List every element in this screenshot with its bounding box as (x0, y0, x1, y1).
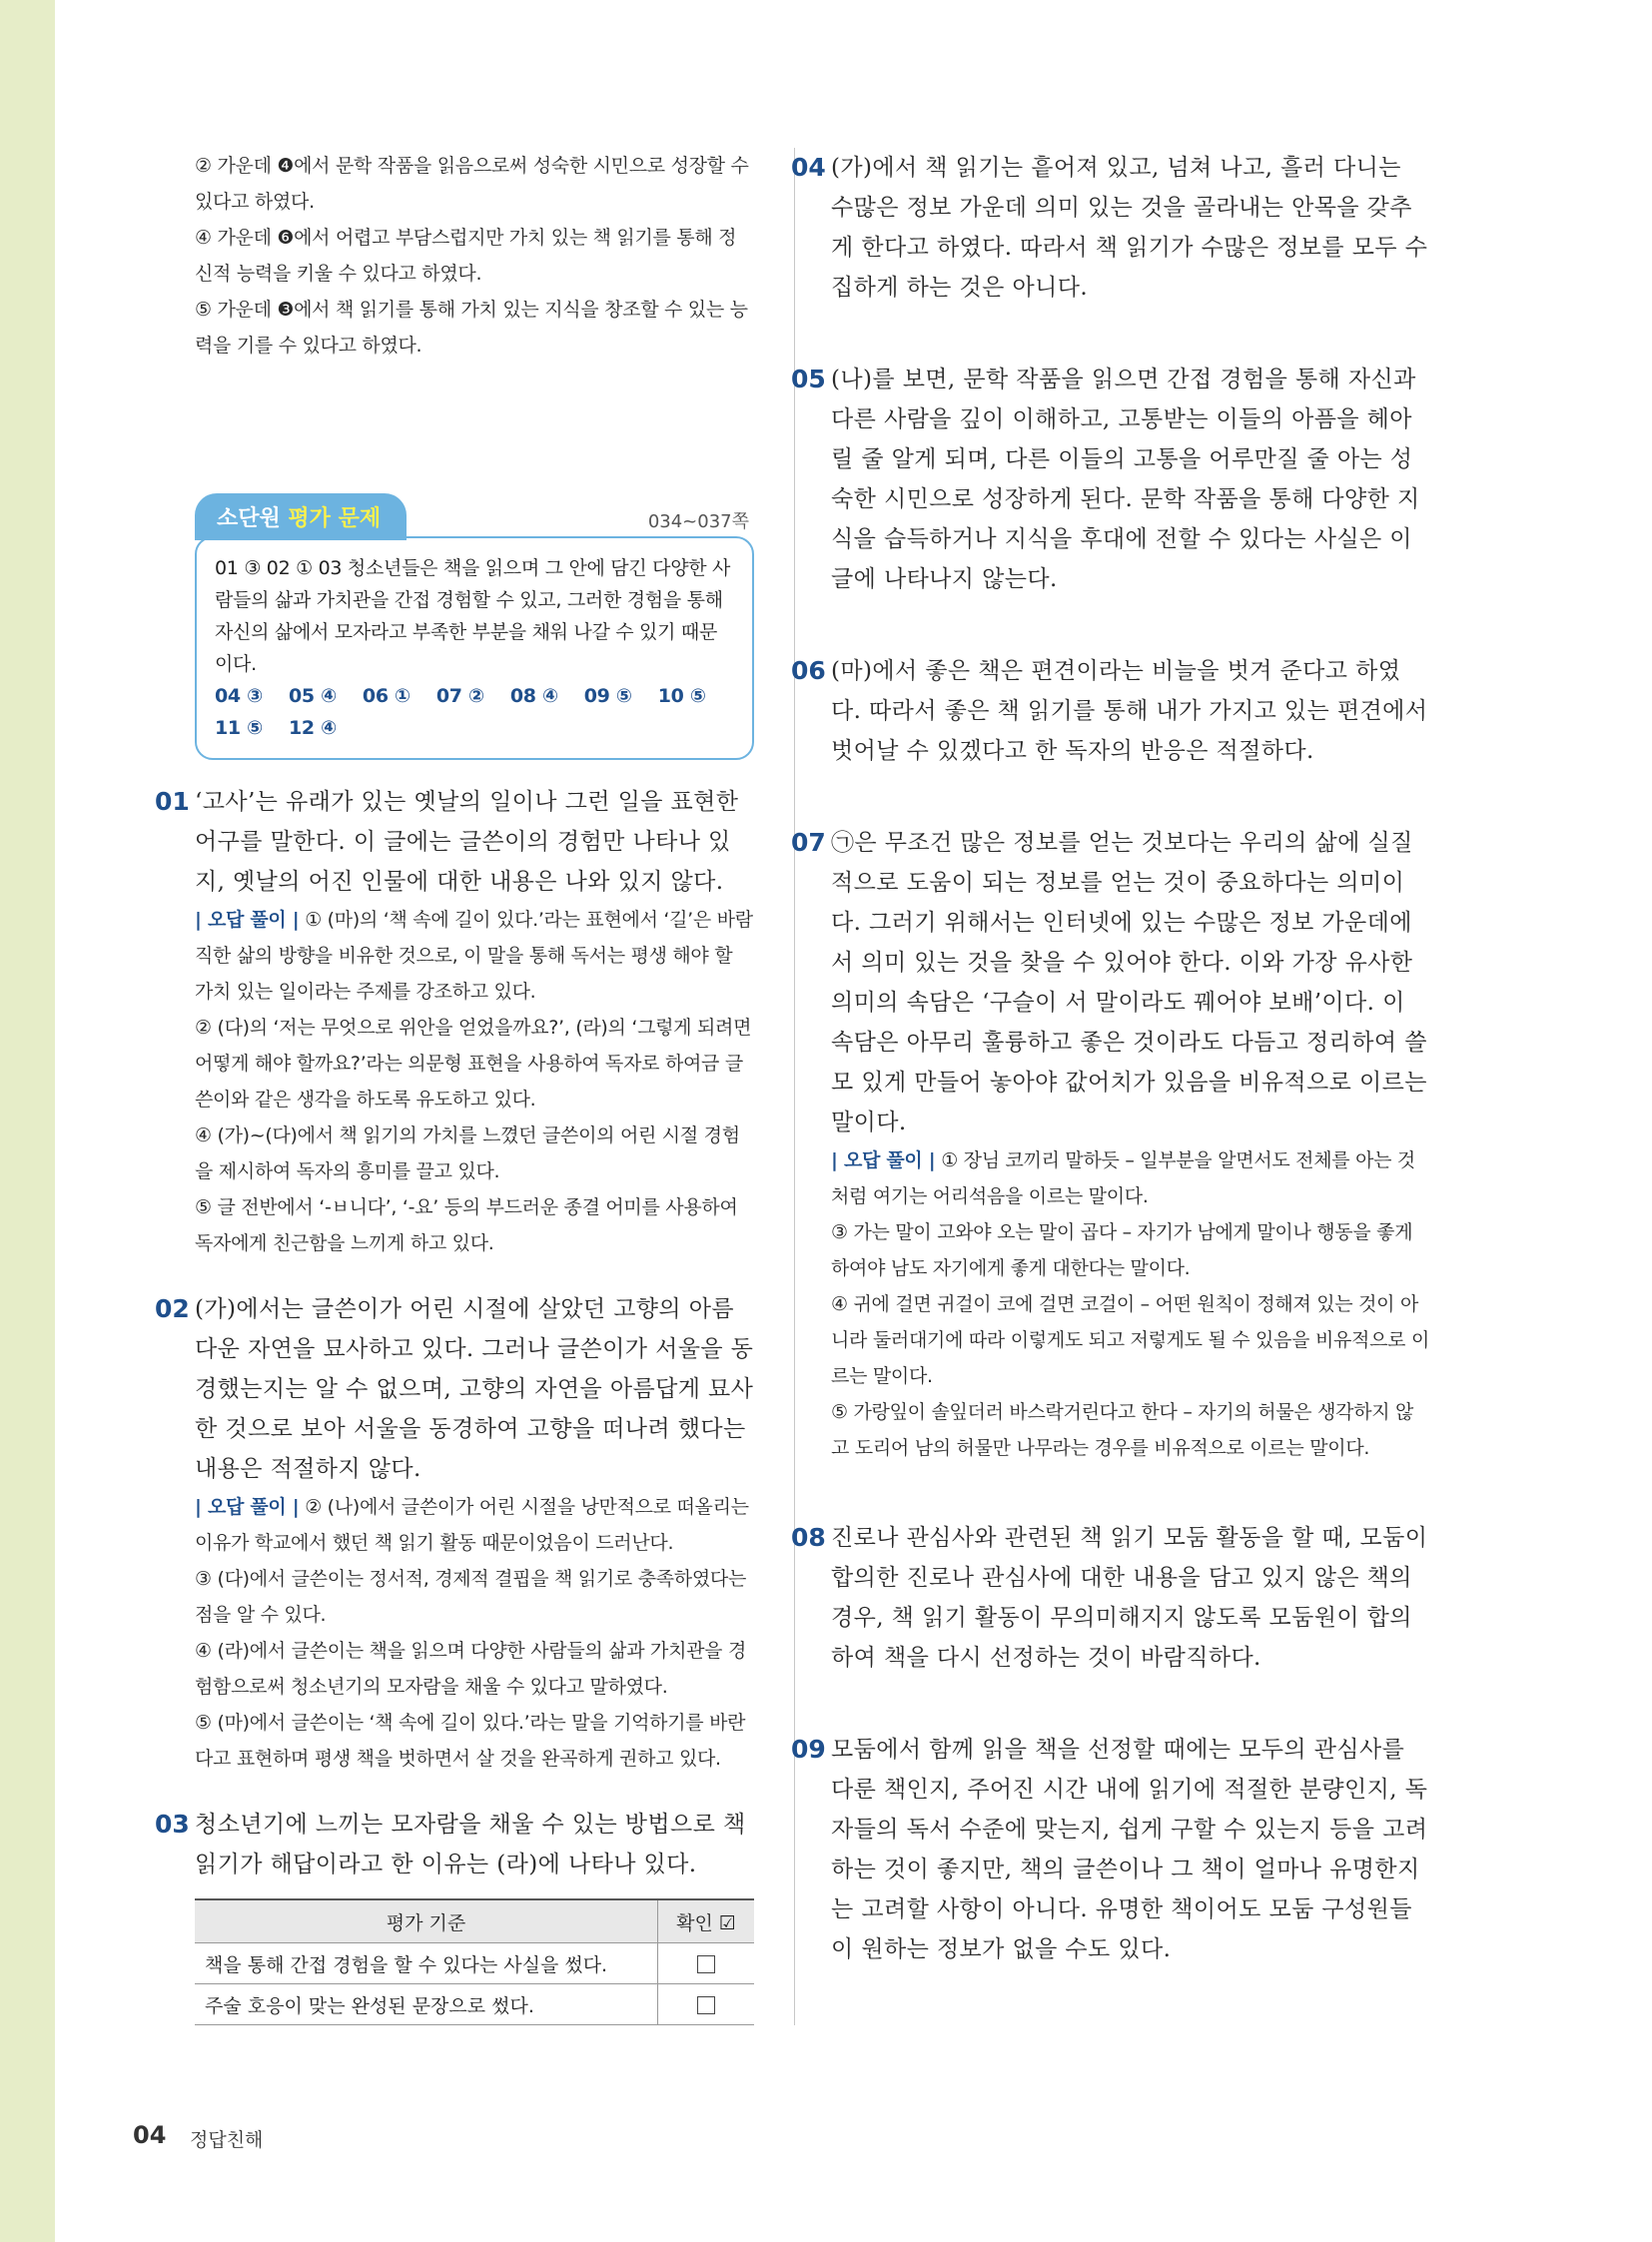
question-06 (791, 651, 1430, 771)
note: ④ (라)에서 글쓴이는 책을 읽으며 다양한 사람들의 삶과 가치관을 경험함으로써 청소년기의 모자람을 채울 수 있다고 말하였다. (195, 1640, 747, 1698)
checkbox[interactable] (697, 1955, 715, 1973)
question-text: ㉠은 무조건 많은 정보를 얻는 것보다는 우리의 삶에 실질적으로 도움이 되는 정보를 얻는 것이 중요하다는 의미이다. 그러기 위해서는 인터넷에 있는 수많은 정보 가운데에서 의미 있는 것을 찾을 수 있어야 한다. 이와 가장 유사한 의미의 속담은 ‘구슬이 서 말이라도 꿰어야 보배’이다. 이 속담은 아무리 훌륭하고 좋은 것이라도 다듬고 정리하여 쓸모 있게 만들어 놓아야 값어치가 있음을 비유적으로 이르는 말이다. (831, 830, 1427, 1135)
table-row (195, 1984, 754, 2025)
question-text: 모둠에서 함께 읽을 책을 선정할 때에는 모두의 관심사를 다룬 책인지, 주어진 시간 내에 읽기에 적절한 분량인지, 독자들의 독서 수준에 맞는지, 쉽게 구할 수 있는지 등을 고려하는 것이 좋지만, 책의 글쓴이나 그 책이 얼마나 유명한지는 고려할 사항이 아니다. 유명한 책이어도 모둠 구성원들이 원하는 정보가 없을 수도 있다. (831, 1737, 1428, 1962)
wrong-answer-notes (195, 902, 754, 1261)
check-cell (658, 1943, 755, 1984)
question-07 (791, 823, 1430, 1466)
question-number: 03 (155, 1810, 190, 1839)
note: ⑤ 글 전반에서 ‘-ㅂ니다’, ‘-요’ 등의 부드러운 종결 어미를 사용하여 독자에게 친근함을 느끼게 하고 있다. (195, 1196, 738, 1254)
note-first (195, 902, 754, 1010)
page-number: 04 (133, 2121, 167, 2149)
answer-item: 07 ② (435, 685, 484, 707)
intro-notes (195, 148, 754, 364)
question-number: 07 (791, 828, 826, 857)
question-text: (나)를 보면, 문학 작품을 읽으면 간접 경험을 통해 자신과 다른 사람을 깊이 이해하고, 고통받는 이들의 아픔을 헤아릴 줄 알게 되며, 다른 이들의 고통을 어루만질 줄 아는 성숙한 시민으로 성장하게 된다. 문학 작품을 통해 다양한 지식을 습득하거나 지식을 후대에 전할 수 있다는 사실은 이 글에 나타나지 않는다. (831, 367, 1420, 592)
question-text: (가)에서 책 읽기는 흩어져 있고, 넘쳐 나고, 흘러 다니는 수많은 정보 가운데 의미 있는 것을 골라내는 안목을 갖추게 한다고 하였다. 따라서 책 읽기가 수많은 정보를 모두 수집하게 하는 것은 아니다. (831, 155, 1428, 301)
unit-badge (195, 493, 407, 540)
note: ③ 가는 말이 고와야 오는 말이 곱다 – 자기가 남에게 말이나 행동을 좋게 하여야 남도 자기에게 좋게 대한다는 말이다. (831, 1221, 1413, 1279)
question-number: 04 (791, 153, 826, 182)
note: ④ (가)~(다)에서 책 읽기의 가치를 느꼈던 글쓴이의 어린 시절 경험을 제시하여 독자의 흥미를 끌고 있다. (195, 1124, 740, 1182)
intro-note: ② 가운데 ❹에서 문학 작품을 읽음으로써 성숙한 시민으로 성장할 수 있다고 하였다. (195, 155, 749, 213)
table-header-row (195, 1899, 754, 1943)
unit-answers (195, 536, 754, 760)
answer-item: 08 ④ (509, 685, 558, 707)
table-row (195, 1943, 754, 1984)
unit-badge-highlight: 평가 문제 (288, 506, 382, 531)
intro-note: ⑤ 가운데 ❸에서 책 읽기를 통해 가치 있는 지식을 창조할 수 있는 능력을 기를 수 있다고 하였다. (195, 299, 748, 357)
question-01 (155, 782, 754, 1261)
unit-pages: 034~037쪽 (647, 511, 749, 532)
answer-item: 10 ⑤ (657, 685, 706, 707)
question-02 (155, 1289, 754, 1777)
wrong-answer-notes (831, 1142, 1430, 1466)
note: ③ (다)에서 글쓴이는 정서적, 경제적 결핍을 책 읽기로 충족하였다는 점을 알 수 있다. (195, 1568, 747, 1626)
note: ④ 귀에 걸면 귀걸이 코에 걸면 코걸이 – 어떤 원칙이 정해져 있는 것이 아니라 둘러대기에 따라 이렇게도 되고 저렇게도 될 수 있음을 비유적으로 이르는 말이다. (831, 1293, 1430, 1387)
question-number: 02 (155, 1294, 190, 1323)
question-04 (791, 148, 1430, 308)
question-number: 06 (791, 656, 826, 685)
question-text: (마)에서 좋은 책은 편견이라는 비늘을 벗겨 준다고 하였다. 따라서 좋은 책 읽기를 통해 내가 가지고 있는 편견에서 벗어날 수 있겠다고 한 독자의 반응은 적절하다. (831, 658, 1428, 764)
intro-note: ④ 가운데 ❻에서 어렵고 부담스럽지만 가치 있는 책 읽기를 통해 정신적 능력을 키울 수 있다고 하였다. (195, 227, 737, 285)
table-header-criteria: 평가 기준 (195, 1899, 658, 1943)
note: ⑤ (마)에서 글쓴이는 ‘책 속에 길이 있다.’라는 말을 기억하기를 바란다고 표현하며 평생 책을 벗하면서 살 것을 완곡하게 권하고 있다. (195, 1712, 746, 1770)
answer-item: 06 ① (362, 685, 411, 707)
note-text: ① (마)의 ‘책 속에 길이 있다.’라는 표현에서 ‘길’은 바람직한 삶의 방향을 비유한 것으로, 이 말을 통해 독서는 평생 해야 할 가치 있는 일이라는 주제를 강조하고 있다. (195, 909, 753, 1003)
answer-item: 11 ⑤ (215, 717, 263, 739)
wrong-answer-tag: | 오답 풀이 | (195, 909, 300, 931)
question-number: 09 (791, 1735, 826, 1764)
wrong-answer-tag: | 오답 풀이 | (831, 1149, 936, 1171)
unit-badge-prefix: 소단원 (217, 506, 289, 531)
note-text: ② (나)에서 글쓴이가 어린 시절을 낭만적으로 떠올리는 이유가 학교에서 했던 책 읽기 활동 때문이었음이 드러난다. (195, 1496, 749, 1554)
answer-item: 12 ④ (288, 717, 337, 739)
note: ⑤ 가랑잎이 솔잎더러 바스락거린다고 한다 – 자기의 허물은 생각하지 않고 도리어 남의 허물만 나무라는 경우를 비유적으로 이르는 말이다. (831, 1401, 1414, 1459)
note-first (195, 1489, 754, 1561)
question-text: 진로나 관심사와 관련된 책 읽기 모둠 활동을 할 때, 모둠이 합의한 진로나 관심사에 대한 내용을 담고 있지 않은 책의 경우, 책 읽기 활동이 무의미해지지 않도록 모둠원이 합의하여 책을 다시 선정하는 것이 바람직하다. (831, 1525, 1428, 1671)
answer-item: 09 ⑤ (583, 685, 632, 707)
left-column (155, 148, 754, 2025)
note-first (831, 1142, 1430, 1214)
question-09 (791, 1730, 1430, 1969)
side-strip (0, 0, 55, 2242)
checkbox[interactable] (697, 1996, 715, 2014)
note: ② (다)의 ‘저는 무엇으로 위안을 얻었을까요?’, (라)의 ‘그렇게 되려면 어떻게 해야 할까요?’라는 의문형 표현을 사용하여 독자로 하여금 글쓴이와 같은 생각을 하도록 유도하고 있다. (195, 1017, 752, 1111)
question-number: 05 (791, 365, 826, 393)
evaluation-table (195, 1898, 754, 2025)
wrong-answer-notes (195, 1489, 754, 1777)
question-03 (155, 1805, 754, 2025)
note-text: ① 장님 코끼리 말하듯 – 일부분을 알면서도 전체를 아는 것처럼 여기는 어리석음을 이르는 말이다. (831, 1149, 1415, 1207)
answer-line-1: 01 ③ 02 ① 03 청소년들은 책을 읽으며 그 안에 담긴 다양한 사람들의 삶과 가치관을 간접 경험할 수 있고, 그러한 경험을 통해 자신의 삶에서 모자라고 부족한 부분을 채워 나갈 수 있기 때문이다. (215, 557, 731, 675)
question-number: 01 (155, 787, 190, 816)
answer-row-2 (215, 680, 734, 712)
answer-row-3 (215, 712, 734, 744)
answer-item: 04 ③ (215, 685, 263, 707)
question-text: ‘고사’는 유래가 있는 옛날의 일이나 그런 일을 표현한 어구를 말한다. 이 글에는 글쓴이의 경험만 나타나 있지, 옛날의 어진 인물에 대한 내용은 나와 있지 않다. (195, 789, 739, 895)
question-text: (가)에서는 글쓴이가 어린 시절에 살았던 고향의 아름다운 자연을 묘사하고 있다. 그러나 글쓴이가 서울을 동경했는지는 알 수 없으며, 고향의 자연을 아름답게 묘사한 것으로 보아 서울을 동경하여 고향을 떠나려 했다는 내용은 적절하지 않다. (195, 1296, 754, 1482)
question-05 (791, 360, 1430, 599)
question-text: 청소년기에 느끼는 모자람을 채울 수 있는 방법으로 책 읽기가 해답이라고 한 이유는 (라)에 나타나 있다. (195, 1812, 746, 1877)
book-label: 정답친해 (190, 2129, 264, 2151)
criteria-cell: 책을 통해 간접 경험을 할 수 있다는 사실을 썼다. (195, 1943, 658, 1984)
question-08 (791, 1518, 1430, 1678)
question-number: 08 (791, 1523, 826, 1552)
table-header-check: 확인 ☑ (658, 1899, 755, 1943)
right-column (791, 148, 1430, 1969)
check-cell (658, 1984, 755, 2025)
wrong-answer-tag: | 오답 풀이 | (195, 1496, 300, 1518)
unit-answer-box (195, 493, 754, 760)
answer-item: 05 ④ (288, 685, 337, 707)
criteria-cell: 주술 호응이 맞는 완성된 문장으로 썼다. (195, 1984, 658, 2025)
